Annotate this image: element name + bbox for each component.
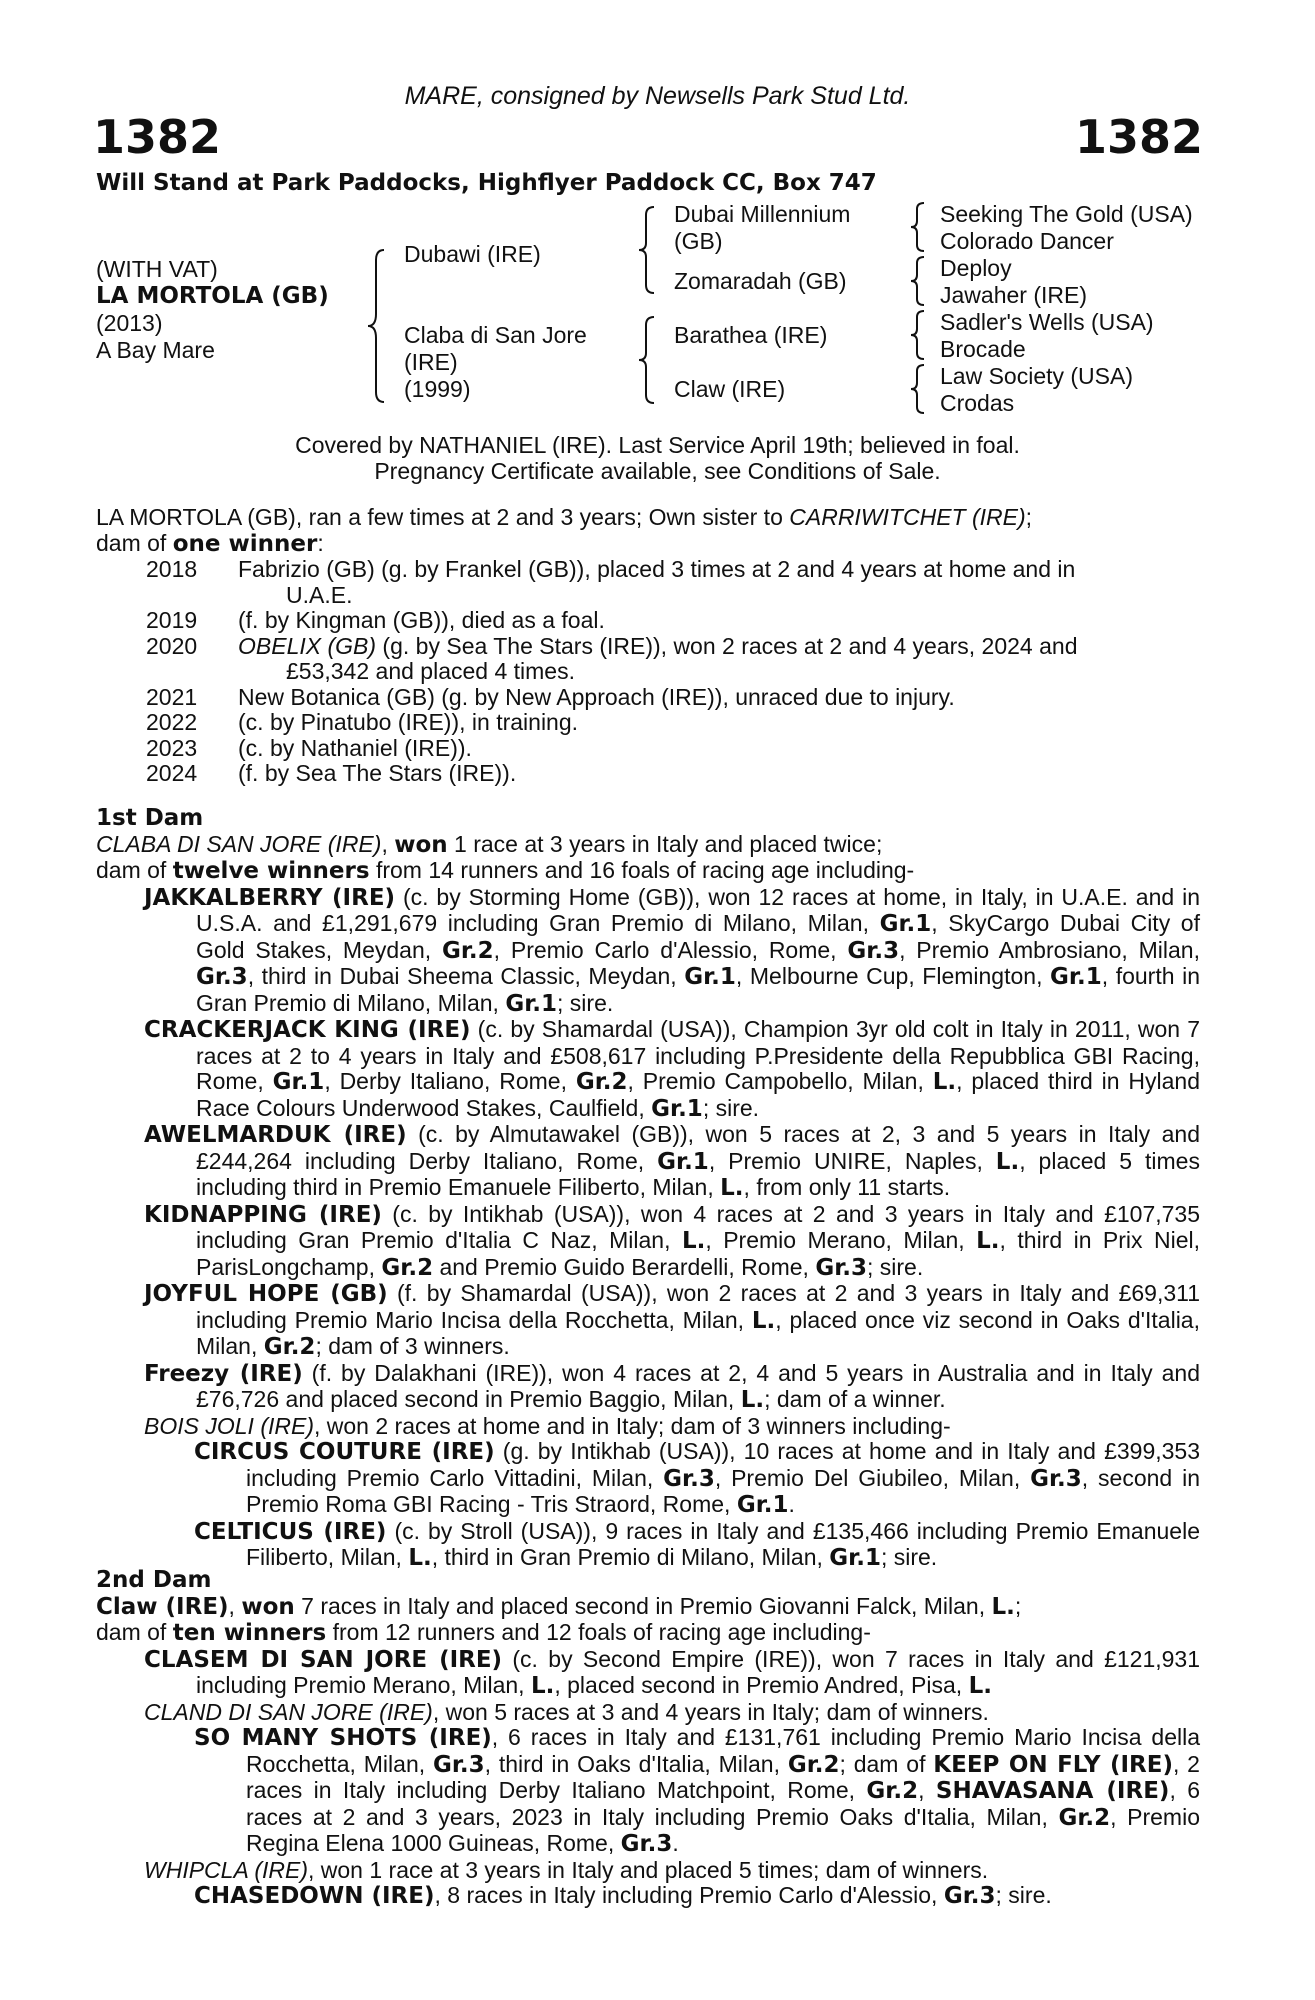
- pedigree-brace-6: [906, 308, 930, 362]
- grade: L.: [968, 1673, 992, 1699]
- entry-text: , won 5 races at 3 and 4 years in Italy; dam of winners.: [432, 1698, 989, 1725]
- grade: L.: [995, 1148, 1020, 1175]
- pedigree-ss-country: (GB): [674, 228, 723, 254]
- entry-name: CRACKERJACK KING (IRE): [144, 1017, 471, 1043]
- progeny-text: (f. by Kingman (GB)), died as a foal.: [238, 607, 605, 633]
- entry-text: , placed 5 times including third in Premio Emanuele Filiberto, Milan,: [196, 1147, 1200, 1200]
- grade: Gr.1: [879, 911, 932, 937]
- entry-text: (c. by Stroll (USA)), 9 races in Italy and £135,466 including Premio Emanuele Filiberto, Milan,: [246, 1517, 1200, 1570]
- horse-description: A Bay Mare: [96, 337, 215, 363]
- progeny-text: New Botanica (GB) (g. by New Approach (IRE)), unraced due to injury.: [238, 683, 955, 710]
- entry-text: (c. by Intikhab (USA)), won 4 races at 2 and 3 years in Italy and £107,735 including Gran Premio d'Italia C Naz, Milan,: [196, 1200, 1200, 1253]
- entry-text: ; dam of a winner.: [764, 1386, 946, 1412]
- progeny-entry-celticus: [96, 1519, 1200, 1572]
- progeny-text: (f. by Sea The Stars (IRE)).: [238, 760, 517, 786]
- progeny-row: [96, 634, 1200, 685]
- entry-text: , third in Gran Premio di Milano, Milan,: [431, 1544, 830, 1570]
- grade: L.: [991, 1593, 1015, 1620]
- grade: Gr.3: [1030, 1465, 1082, 1492]
- progeny-desc: Fabrizio (GB) (g. by Frankel (GB)), placed 3 times at 2 and 4 years at home and in: [238, 556, 1076, 582]
- progeny-row: [96, 685, 1200, 711]
- progeny-text: [238, 634, 1200, 685]
- entry-text: , 6 races in Italy and £131,761 including Premio Mario Incisa della Rocchetta, Milan,: [246, 1724, 1200, 1777]
- grade: Gr.2: [263, 1334, 316, 1360]
- entry-name: KIDNAPPING (IRE): [144, 1201, 382, 1228]
- entry-text: , 2 races in Italy including Derby Italiano Matchpoint, Rome,: [246, 1750, 1200, 1803]
- progeny-year: 2020: [146, 632, 198, 659]
- entry-name: CLASEM DI SAN JORE (IRE): [144, 1646, 503, 1673]
- progeny-row: [96, 736, 1200, 762]
- intro-punct: ;: [1025, 504, 1033, 530]
- entry-text: (c. by Second Empire (IRE)), won 7 races in Italy and £121,931 including Premio Merano, Milan,: [196, 1645, 1200, 1698]
- first-dam-heading: 1st Dam: [96, 805, 204, 831]
- entry-text: , Premio Del Giubileo, Milan,: [714, 1464, 1031, 1491]
- entry-text: ; sire.: [702, 1094, 760, 1121]
- entry-text: , Derby Italiano, Rome,: [324, 1068, 576, 1094]
- progeny-entry-kidnapping: [96, 1202, 1200, 1282]
- pedigree-ddd: Crodas: [940, 390, 1015, 416]
- progeny-desc-cont: U.A.E.: [286, 581, 353, 608]
- grade: L.: [408, 1545, 432, 1571]
- grade: Gr.2: [441, 937, 494, 964]
- covered-line-2: Pregnancy Certificate available, see Conditions of Sale.: [374, 458, 941, 484]
- sep: ,: [381, 830, 395, 857]
- horse-year: (2013): [96, 310, 163, 336]
- pedigree-ss-name: Dubai Millennium: [674, 201, 851, 227]
- entry-text: ,: [918, 1777, 936, 1803]
- entry-name: KEEP ON FLY (IRE): [933, 1751, 1173, 1778]
- pedigree-dss: Sadler's Wells (USA): [940, 309, 1154, 335]
- progeny-year: 2018: [146, 556, 198, 582]
- grade: Gr.2: [575, 1069, 628, 1095]
- entry-name: CELTICUS (IRE): [194, 1518, 387, 1545]
- progeny-row: [96, 608, 1200, 634]
- entry-text: , Premio Regina Elena 1000 Guineas, Rome,: [246, 1803, 1200, 1856]
- consignor-line: MARE, consigned by Newsells Park Stud Ltd.: [404, 82, 911, 110]
- dam-of: dam of: [96, 1619, 173, 1645]
- intro-dam-text: dam of: [96, 529, 173, 556]
- progeny-year: 2019: [146, 607, 198, 633]
- pedigree-brace-3: [634, 313, 660, 407]
- dam-of: dam of: [96, 857, 173, 883]
- entry-name: SHAVASANA (IRE): [935, 1778, 1170, 1804]
- progeny-name: OBELIX (GB): [238, 632, 377, 659]
- entry-text: , second in Premio Roma GBI Racing - Tris Straord, Rome,: [246, 1464, 1200, 1517]
- entry-text: , Premio Carlo d'Alessio, Rome,: [493, 936, 848, 963]
- lot-number-left: 1382: [93, 110, 222, 164]
- progeny-entry-awelmarduk: [96, 1122, 1200, 1202]
- entry-text: , won 1 race at 3 years in Italy and placed 5 times; dam of winners.: [308, 1856, 989, 1883]
- pedigree-dsd: Brocade: [940, 336, 1026, 362]
- grade: Gr.3: [943, 1883, 996, 1909]
- entry-text: , fourth in Gran Premio di Milano, Milan,: [196, 963, 1200, 1016]
- progeny-desc-cont: £53,342 and placed 4 times.: [286, 658, 575, 684]
- grade: Gr.2: [787, 1751, 840, 1778]
- progeny-entry-crackerjack: [96, 1017, 1200, 1122]
- entry-name: JOYFUL HOPE (GB): [144, 1281, 388, 1307]
- grade: Gr.1: [272, 1069, 325, 1095]
- runners-text: from 12 runners and 12 foals of racing age including-: [326, 1619, 871, 1645]
- entry-text: , Premio Merano, Milan,: [705, 1227, 977, 1253]
- entry-name: BOIS JOLI (IRE): [144, 1412, 314, 1439]
- pedigree-dam-sire: Barathea (IRE): [674, 322, 828, 348]
- entry-text: .: [672, 1830, 679, 1856]
- first-dam-record: 1 race at 3 years in Italy and placed twice;: [447, 830, 883, 857]
- entry-name: CLAND DI SAN JORE (IRE): [144, 1698, 433, 1725]
- entry-name: CIRCUS COUTURE (IRE): [194, 1439, 495, 1465]
- entry-text: , 6 races at 2 and 3 years, 2023 in Italy including Premio Oaks d'Italia, Milan,: [246, 1777, 1201, 1830]
- entry-text: , Premio Ambrosiano, Milan,: [899, 936, 1200, 963]
- horse-name: LA MORTOLA (GB): [96, 283, 329, 309]
- pedigree-sire: Dubawi (IRE): [404, 241, 541, 267]
- progeny-text: (c. by Pinatubo (IRE)), in training.: [238, 709, 579, 735]
- vat-label: (WITH VAT): [96, 256, 218, 282]
- first-dam-name: CLABA DI SAN JORE (IRE): [96, 830, 382, 857]
- progeny-year: 2021: [146, 683, 198, 710]
- winners-count: twelve winners: [172, 858, 370, 884]
- entry-text: , third in Oaks d'Italia, Milan,: [484, 1750, 788, 1777]
- entry-text: , Premio UNIRE, Naples,: [708, 1147, 996, 1174]
- punct: ;: [1014, 1592, 1022, 1619]
- intro-winners: one winner: [172, 530, 318, 557]
- progeny-entry-chasedown: [96, 1883, 1200, 1910]
- pedigree-sire-dam: Zomaradah (GB): [674, 268, 847, 294]
- progeny-entry-freezy: [96, 1361, 1200, 1414]
- horse-block: [96, 256, 329, 364]
- won-label: won: [394, 831, 448, 858]
- pedigree-brace-7: [906, 362, 930, 416]
- entry-text: , won 2 races at home and in Italy; dam of 3 winners including-: [313, 1412, 951, 1439]
- entry-name: AWELMARDUK (IRE): [144, 1122, 407, 1148]
- entry-text: (f. by Dalakhani (IRE)), won 4 races at 2, 4 and 5 years in Australia and in Italy and £76,726 and placed second in Premio Baggio, Milan,: [196, 1359, 1200, 1412]
- grade: L.: [740, 1387, 765, 1413]
- entry-text: , 8 races in Italy including Premio Carlo d'Alessio,: [434, 1882, 944, 1908]
- progeny-entry-clasem: [96, 1647, 1200, 1700]
- entry-text: , Premio Campobello, Milan,: [627, 1068, 933, 1094]
- grade: Gr.3: [663, 1465, 715, 1492]
- grade: Gr.1: [829, 1545, 881, 1571]
- entry-text: , placed second in Premio Andred, Pisa,: [554, 1672, 969, 1698]
- grade: Gr.1: [1050, 964, 1102, 990]
- pedigree-sdd: Jawaher (IRE): [940, 282, 1087, 308]
- pedigree-sss: Seeking The Gold (USA): [940, 201, 1193, 227]
- grade: L.: [530, 1673, 555, 1699]
- pedigree-dam: [404, 322, 587, 403]
- entry-text: .: [788, 1491, 795, 1517]
- stand-location: Will Stand at Park Paddocks, Highflyer Paddock CC, Box 747: [96, 170, 877, 196]
- progeny-entry-whipcla: [96, 1858, 1200, 1884]
- entry-text: ; sire.: [867, 1253, 924, 1280]
- produce-record: [96, 505, 1200, 787]
- entry-text: (c. by Almutawakel (GB)), won 5 races at 2, 3 and 5 years in Italy and £244,264 including Derby Italiano, Rome,: [196, 1121, 1200, 1174]
- progeny-year: 2023: [146, 734, 198, 761]
- entry-text: , from only 11 starts.: [743, 1174, 951, 1200]
- covered-line-1: Covered by NATHANIEL (IRE). Last Service April 19th; believed in foal.: [295, 432, 1020, 458]
- pedigree-dam-name: Claba di San Jore: [404, 322, 587, 348]
- progeny-entry-cland: [96, 1700, 1200, 1726]
- intro-colon: :: [317, 529, 324, 556]
- grade: L.: [932, 1069, 957, 1095]
- pedigree-dam-country: (IRE): [404, 349, 458, 375]
- won-label: won: [241, 1593, 295, 1620]
- entry-name: CHASEDOWN (IRE): [194, 1883, 435, 1909]
- grade: Gr.2: [381, 1254, 434, 1281]
- first-dam-line1: [96, 832, 1200, 859]
- entry-text: , placed third in Hyland Race Colours Underwood Stakes, Caulfield,: [196, 1068, 1200, 1121]
- grade: L.: [976, 1228, 1000, 1254]
- entry-text: ; sire.: [995, 1882, 1052, 1908]
- progeny-entry-so-many-shots: [96, 1725, 1200, 1858]
- pedigree-dam-dam: Claw (IRE): [674, 376, 786, 402]
- grade: L.: [720, 1175, 744, 1201]
- pedigree-dam-year: (1999): [404, 376, 471, 402]
- grade: Gr.3: [432, 1751, 485, 1778]
- progeny-entry-jakkalberry: [96, 885, 1200, 1018]
- grade: Gr.2: [1058, 1804, 1111, 1831]
- second-dam-name: Claw (IRE): [96, 1593, 229, 1620]
- runners-text: from 14 runners and 16 foals of racing age including-: [369, 857, 915, 883]
- pedigree-ssd: Colorado Dancer: [940, 228, 1114, 254]
- entry-text: (c. by Storming Home (GB)), won 12 races at home, in Italy, in U.A.E. and in U.S.A. and £1,291,679 including Gran Premio di Milano, Milan,: [196, 883, 1200, 936]
- intro-sibling: CARRIWITCHET (IRE): [789, 504, 1026, 530]
- second-dam-record: 7 races in Italy and placed second in Premio Giovanni Falck, Milan,: [294, 1592, 992, 1619]
- grade: Gr.1: [505, 990, 558, 1017]
- grade: Gr.2: [866, 1778, 919, 1804]
- pedigree-brace-5: [906, 254, 930, 308]
- pedigree-brace-2: [634, 203, 660, 297]
- entry-text: (c. by Shamardal (USA)), Champion 3yr old colt in Italy in 2011, won 7 races at 2 to 4 years in Italy and £508,617 including P.Presidente della Repubblica GBI Racing, Rome,: [196, 1016, 1200, 1094]
- progeny-row: [96, 557, 1200, 608]
- pedigree-brace-1: [362, 246, 392, 406]
- entry-name: SO MANY SHOTS (IRE): [194, 1725, 492, 1751]
- grade: Gr.3: [815, 1254, 867, 1281]
- entry-name: Freezy (IRE): [144, 1360, 303, 1387]
- second-dam-section: [96, 1568, 1200, 1910]
- progeny-text: (c. by Nathaniel (IRE)).: [238, 734, 472, 761]
- progeny-row: [96, 710, 1200, 736]
- entry-name: WHIPCLA (IRE): [144, 1856, 308, 1883]
- intro-dam-line: [96, 531, 1200, 558]
- entry-text: , placed once viz second in Oaks d'Italia, Milan,: [196, 1306, 1200, 1359]
- intro-text: LA MORTOLA (GB), ran a few times at 2 and 3 years; Own sister to: [96, 504, 790, 530]
- second-dam-line2: [96, 1620, 1200, 1647]
- progeny-entry-circus-couture: [96, 1439, 1200, 1519]
- progeny-desc: (g. by Sea The Stars (IRE)), won 2 races at 2 and 4 years, 2024 and: [376, 632, 1078, 659]
- grade: Gr.3: [847, 937, 900, 964]
- grade: Gr.1: [657, 1148, 709, 1175]
- grade: Gr.3: [620, 1831, 673, 1857]
- progeny-text: [238, 557, 1200, 608]
- progeny-entry-bois-joli: [96, 1414, 1200, 1440]
- pedigree-brace-4: [906, 200, 930, 254]
- second-dam-line1: [96, 1594, 1200, 1621]
- grade: Gr.1: [736, 1492, 789, 1518]
- grade: Gr.3: [196, 964, 248, 990]
- progeny-year: 2022: [146, 709, 198, 735]
- grade: L.: [751, 1307, 776, 1334]
- entry-text: ; dam of 3 winners.: [315, 1333, 510, 1359]
- winners-count: ten winners: [172, 1620, 327, 1646]
- grade: Gr.1: [684, 964, 736, 990]
- entry-text: ; sire.: [557, 989, 614, 1016]
- first-dam-line2: [96, 858, 1200, 885]
- progeny-year: 2024: [146, 760, 198, 786]
- second-dam-heading: 2nd Dam: [96, 1567, 212, 1593]
- entry-text: (f. by Shamardal (USA)), won 2 races at 2 and 3 years in Italy and £69,311 including Premio Mario Incisa della Rocchetta, Milan,: [196, 1280, 1201, 1333]
- grade: L.: [681, 1228, 706, 1254]
- sep: ,: [228, 1592, 242, 1619]
- progeny-row: [96, 761, 1200, 787]
- grade: Gr.1: [651, 1095, 703, 1122]
- lot-number-right: 1382: [1074, 110, 1203, 164]
- covered-note: [0, 432, 1315, 484]
- entry-text: , third in Dubai Sheema Classic, Meydan,: [247, 963, 685, 989]
- first-dam-section: [96, 806, 1200, 1572]
- pedigree-sds: Deploy: [940, 255, 1012, 281]
- entry-text: (g. by Intikhab (USA)), 10 races at home and in Italy and £399,353 including Premio Carlo Vittadini, Milan,: [246, 1438, 1200, 1491]
- entry-name: JAKKALBERRY (IRE): [144, 884, 396, 911]
- entry-text: ; sire.: [880, 1544, 938, 1570]
- intro-line: [96, 505, 1200, 531]
- entry-text: ; dam of: [839, 1750, 934, 1777]
- entry-text: and Premio Guido Berardelli, Rome,: [433, 1253, 816, 1280]
- pedigree-sire-sire: [674, 201, 850, 255]
- progeny-entry-joyful-hope: [96, 1281, 1200, 1361]
- pedigree-dds: Law Society (USA): [940, 363, 1134, 389]
- entry-text: , SkyCargo Dubai City of Gold Stakes, Meydan,: [196, 910, 1200, 963]
- entry-text: , Melbourne Cup, Flemington,: [735, 963, 1051, 989]
- entry-text: , third in Prix Niel, ParisLongchamp,: [196, 1227, 1201, 1280]
